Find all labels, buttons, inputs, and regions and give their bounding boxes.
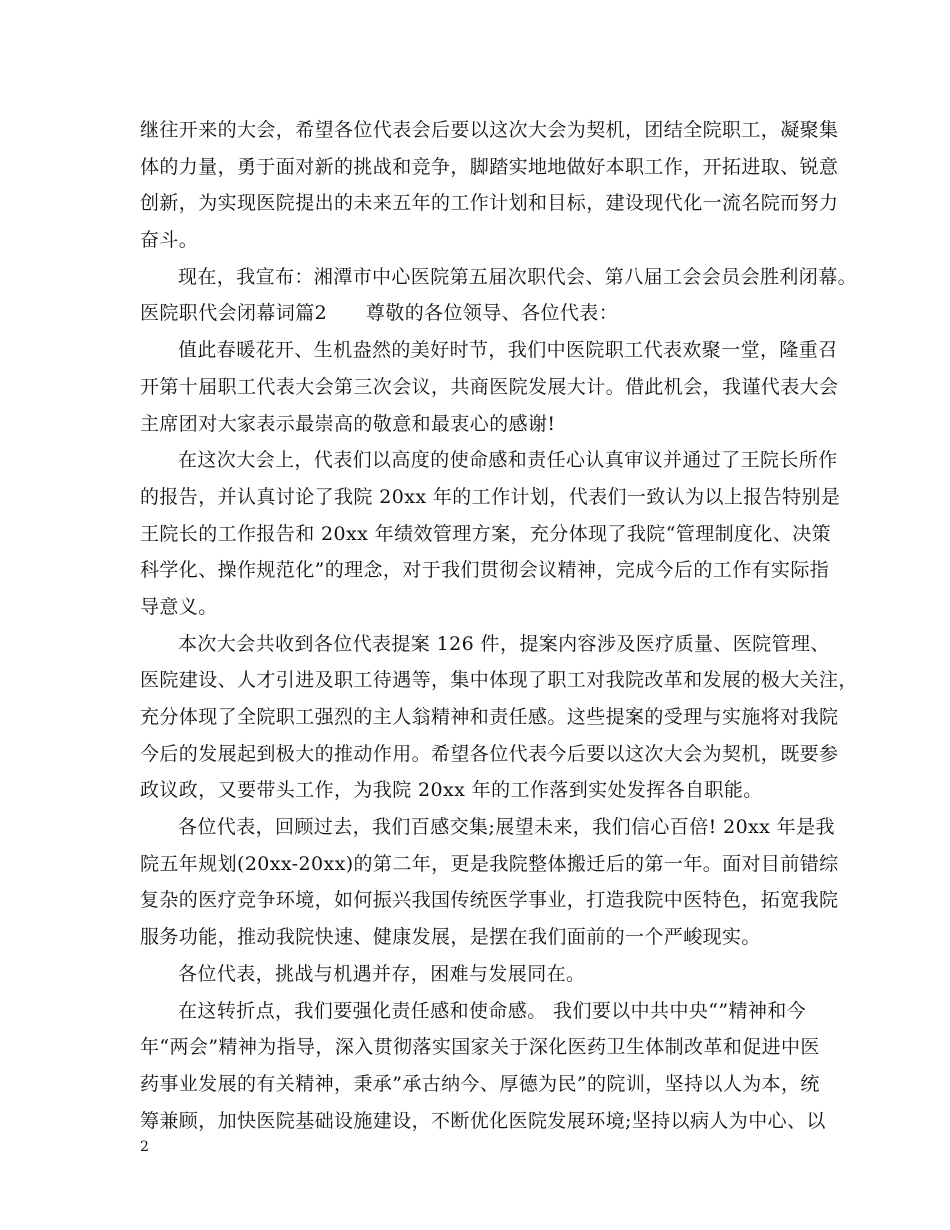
text-line: 现在，我宣布：湘潭市中心医院第五届次职代会、第八届工会会员会胜利闭幕。 [178, 265, 858, 288]
page-number: 2 [140, 1139, 149, 1155]
text-line: 服务功能，推动我院快速、健康发展，是摆在我们面前的一个严峻现实。 [140, 926, 761, 949]
text-line: 的报告，并认真讨论了我院 20xx 年的工作计划，代表们一致认为以上报告特别是 [140, 485, 841, 508]
text-line: 奋斗。 [140, 229, 199, 252]
text-line: 本次大会共收到各位代表提案 126 件，提案内容涉及医疗质量、医院管理、 [178, 632, 830, 655]
text-line: 科学化、操作规范化”的理念，对于我们贯彻会议精神，完成今后的工作有实际指 [140, 559, 830, 582]
text-line: 主席团对大家表示最崇高的敬意和最衷心的感谢! [140, 412, 556, 435]
text-line: 充分体现了全院职工强烈的主人翁精神和责任感。这些提案的受理与实施将对我院 [140, 706, 839, 728]
text-line: 导意义。 [140, 595, 218, 618]
text-line: 值此春暖花开、生机盎然的美好时节，我们中医院职工代表欢聚一堂，隆重召 [178, 339, 838, 362]
text-line: 年“两会”精神为指导，深入贯彻落实国家关于深化医药卫生体制改革和促进中医 [140, 1036, 820, 1059]
text-line: 政议政，又要带头工作，为我院 20xx 年的工作落到实处发挥各自职能。 [140, 779, 763, 802]
text-line: 医院建设、人才引进及职工待遇等，集中体现了职工对我院改革和发展的极大关注， [140, 669, 858, 692]
body-text [140, 112, 858, 1139]
text-line: 王院长的工作报告和 20xx 年绩效管理方案，充分体现了我院“管理制度化、决策 [140, 522, 832, 545]
text-line: 各位代表，回顾过去，我们百感交集;展望未来，我们信心百倍! 20xx 年是我 [178, 816, 835, 839]
text-line: 开第十届职工代表大会第三次会议，共商医院发展大计。借此机会，我谨代表大会 [140, 375, 839, 398]
text-line: 在这次大会上，代表们以高度的使命感和责任心认真审议并通过了王院长所作 [178, 449, 838, 472]
text-line: 筹兼顾，加快医院基础设施建设，不断优化医院发展环境;坚持以病人为中心、以 [140, 1109, 826, 1132]
text-line: 体的力量，勇于面对新的挑战和竞争，脚踏实地地做好本职工作，开拓进取、锐意 [140, 155, 839, 178]
text-line: 创新，为实现医院提出的未来五年的工作计划和目标，建设现代化一流名院而努力 [140, 192, 839, 215]
text-line: 复杂的医疗竞争环境，如何振兴我国传统医学事业，打造我院中医特色，拓宽我院 [140, 889, 839, 912]
text-line: 药事业发展的有关精神，秉承”承古纳今、厚德为民”的院训，坚持以人为本，统 [140, 1072, 820, 1095]
text-line: 各位代表，挑战与机遇并存，困难与发展同在。 [178, 962, 586, 985]
text-line: 在这转折点，我们要强化责任感和使命感。 我们要以中共中央“”精神和今 [178, 999, 807, 1022]
section-heading-line: 医院职代会闭幕词篇2 尊敬的各位领导、各位代表： [140, 302, 619, 325]
text-line: 今后的发展起到极大的推动作用。希望各位代表今后要以这次大会为契机，既要参 [140, 742, 839, 765]
text-line: 院五年规划(20xx-20xx)的第二年，更是我院整体搬迁后的第一年。面对目前错综 [140, 852, 839, 875]
text-line: 继往开来的大会，希望各位代表会后要以这次大会为契机，团结全院职工，凝聚集 [140, 119, 839, 141]
